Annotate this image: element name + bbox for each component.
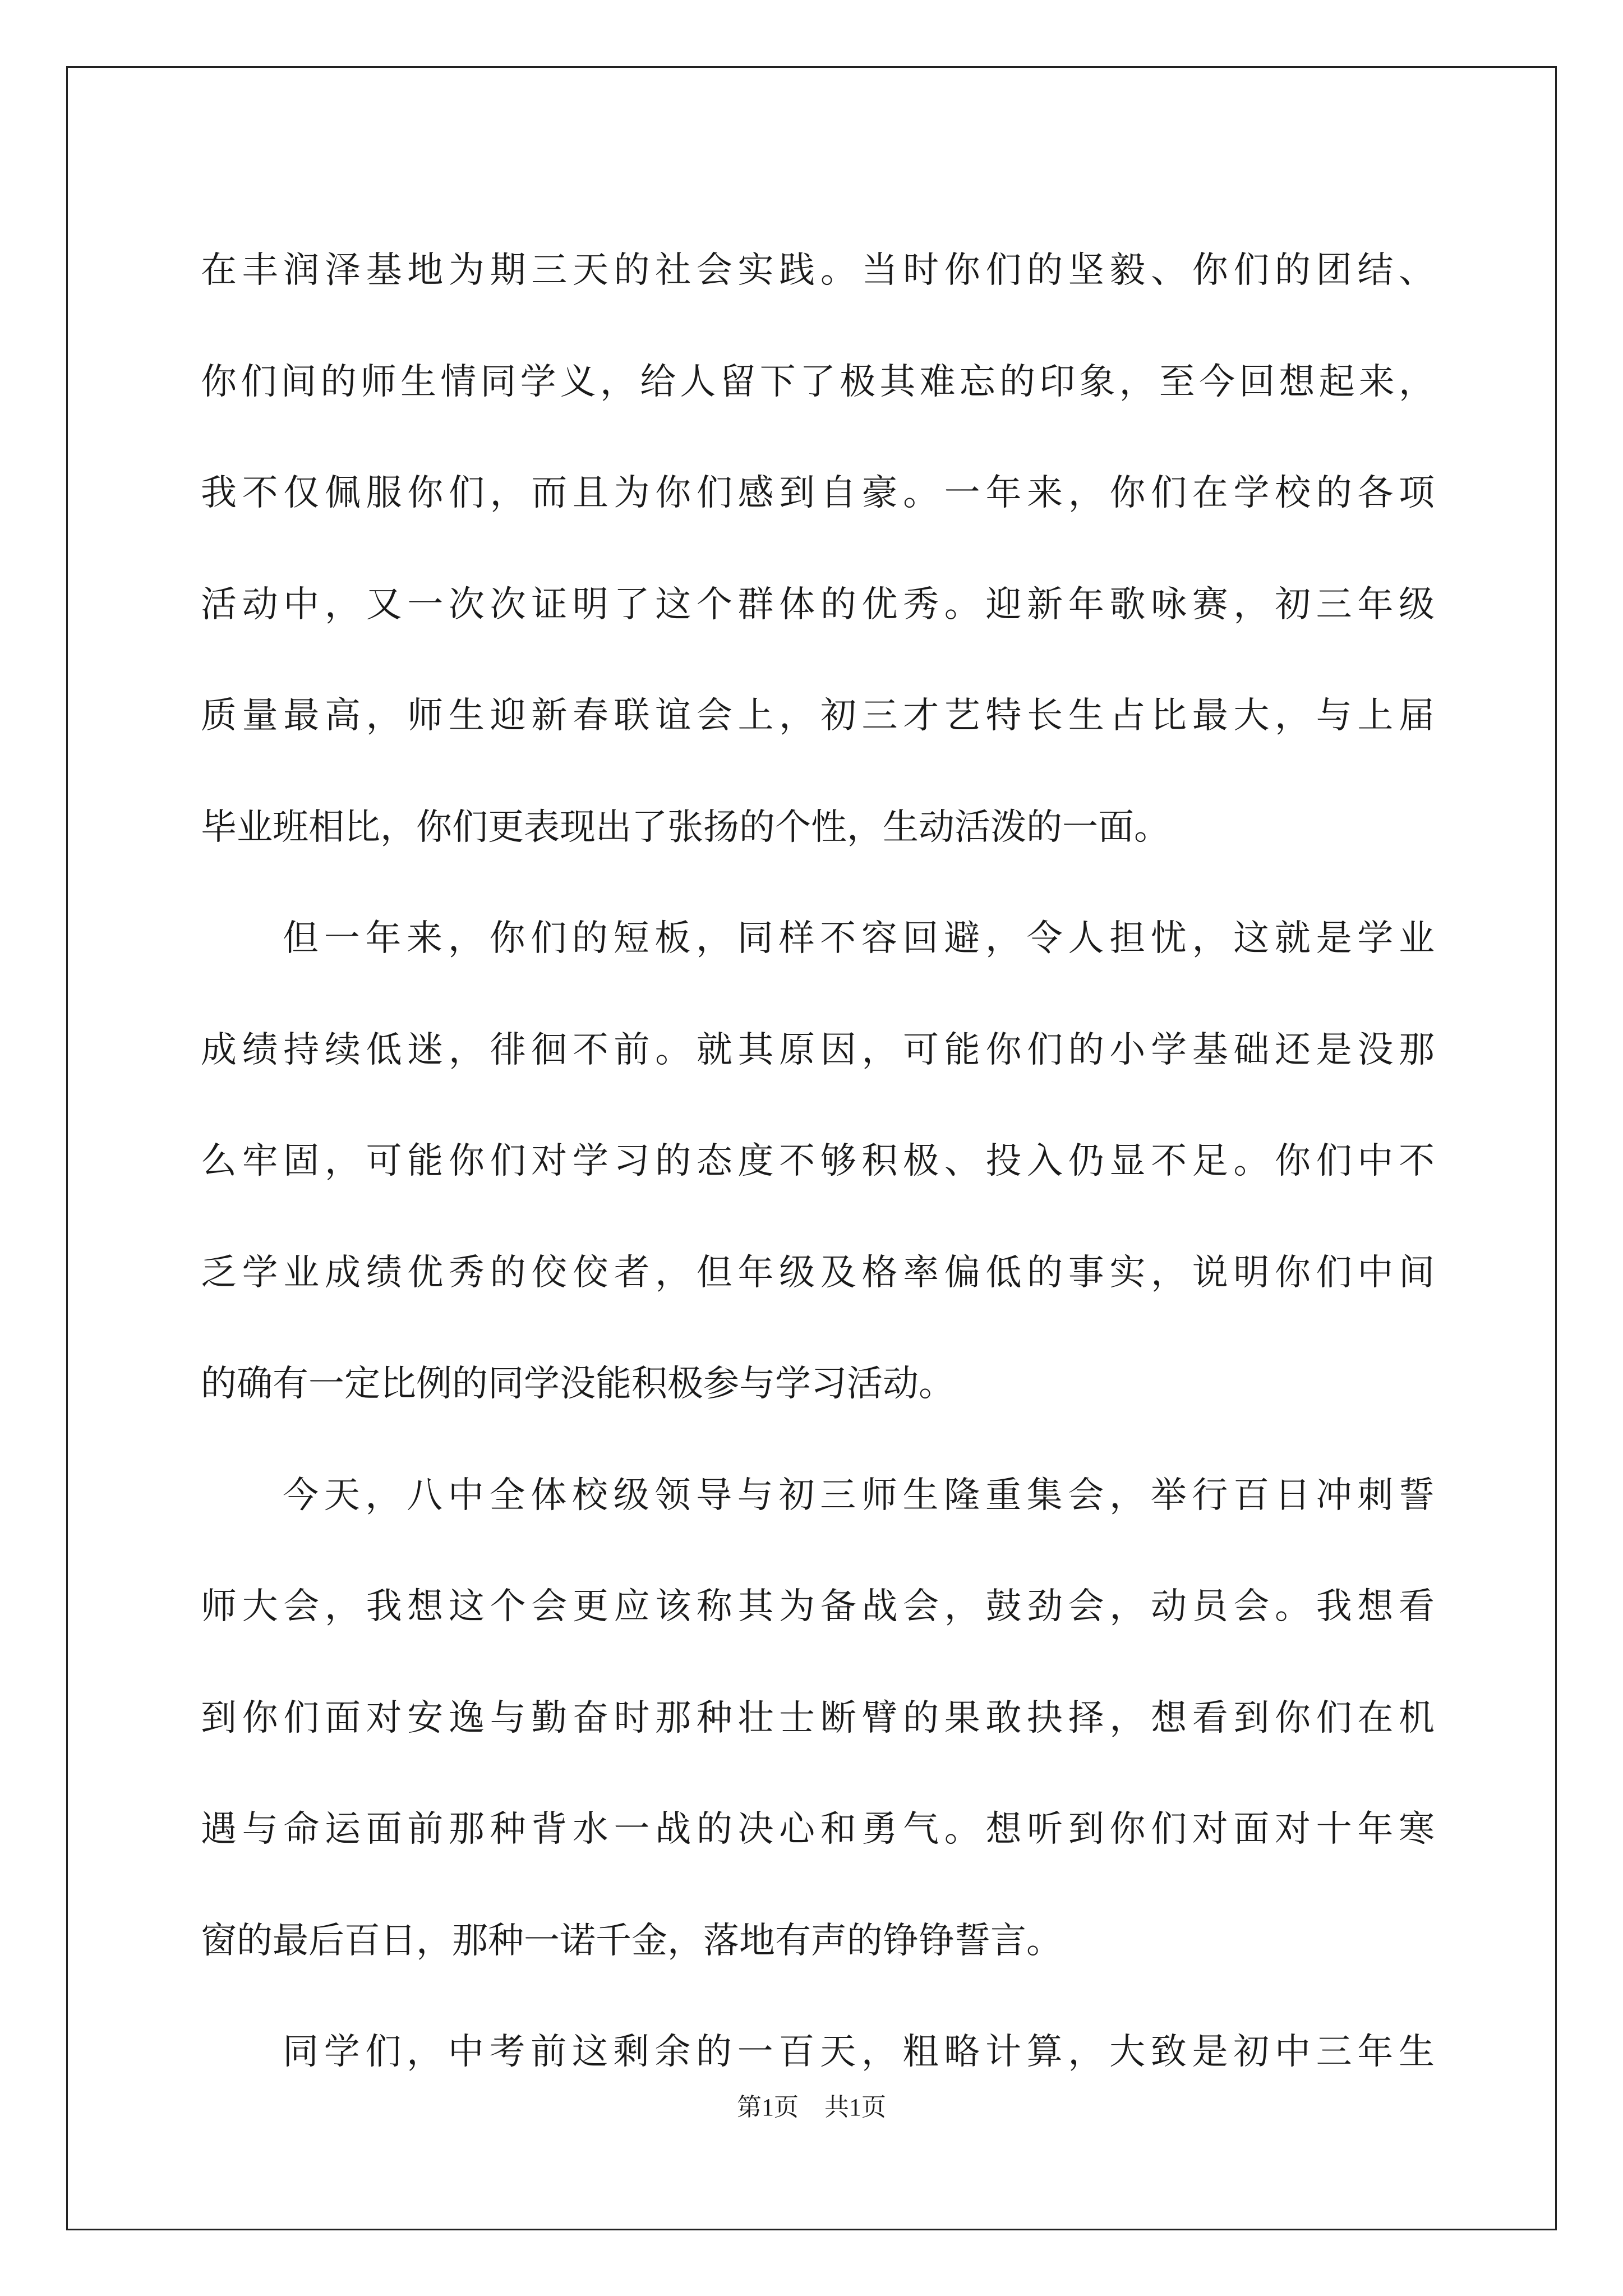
page-footer — [0, 2087, 1623, 2123]
paragraph — [201, 883, 1435, 1440]
text-line: 师大会，我想这个会更应该称其为备战会，鼓劲会，动员会。我想看 — [201, 1586, 1435, 1627]
text-line: 在丰润泽基地为期三天的社会实践。当时你们的坚毅、你们的团结、 — [201, 250, 1435, 291]
text-line: 同学们，中考前这剩余的一百天，粗略计算，大致是初中三年生 — [283, 2031, 1435, 2073]
text-line: 今天，八中全体校级领导与初三师生隆重集会，举行百日冲刺誓 — [283, 1474, 1435, 1516]
paragraph — [201, 215, 1435, 883]
text-line: 遇与命运面前那种背水一战的决心和勇气。想听到你们对面对十年寒 — [201, 1809, 1435, 1850]
text-line: 质量最高，师生迎新春联谊会上，初三才艺特长生占比最大，与上届 — [201, 695, 1435, 737]
text-line: 成绩持续低迷，徘徊不前。就其原因，可能你们的小学基础还是没那 — [201, 1029, 1435, 1071]
document-body — [201, 215, 1435, 2108]
text-line: 你们间的师生情同学义，给人留下了极其难忘的印象，至今回想起来， — [201, 361, 1435, 403]
page-total: 共1页 — [824, 2093, 886, 2121]
text-line: 活动中，又一次次证明了这个群体的优秀。迎新年歌咏赛，初三年级 — [201, 583, 1435, 625]
page-number: 第1页 — [737, 2093, 799, 2121]
paragraph — [201, 1440, 1435, 1997]
text-line: 么牢固，可能你们对学习的态度不够积极、投入仍显不足。你们中不 — [201, 1140, 1435, 1182]
text-line: 到你们面对安逸与勤奋时那种壮士断臂的果敢抉择，想看到你们在机 — [201, 1697, 1435, 1739]
text-line: 窗的最后百日，那种一诺千金，落地有声的铮铮誓言。 — [201, 1920, 1062, 1962]
text-line: 乏学业成绩优秀的佼佼者，但年级及格率偏低的事实，说明你们中间 — [201, 1251, 1435, 1294]
text-line: 毕业班相比，你们更表现出了张扬的个性，生动活泼的一面。 — [201, 806, 1170, 848]
text-line: 的确有一定比例的同学没能积极参与学习活动。 — [201, 1363, 955, 1405]
text-line: 但一年来，你们的短板，同样不容回避，令人担忧，这就是学业 — [283, 918, 1435, 959]
text-line: 我不仅佩服你们，而且为你们感到自豪。一年来，你们在学校的各项 — [201, 472, 1435, 514]
